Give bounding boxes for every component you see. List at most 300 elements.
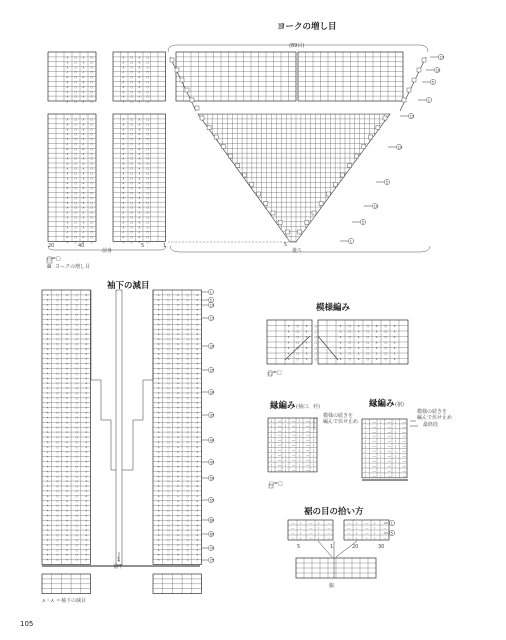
yoke-bottom-num: 5: [284, 242, 288, 248]
svg-text:|: |: [380, 464, 382, 469]
svg-text:―: ―: [278, 458, 282, 463]
svg-text:○: ○: [186, 386, 190, 391]
svg-text:―: ―: [291, 526, 295, 530]
svg-text:∧: ∧: [176, 293, 180, 297]
yoke-inc-left-1: [175, 68, 179, 72]
svg-text:○: ○: [90, 200, 93, 205]
svg-text:∧: ∧: [176, 415, 180, 420]
edge-glyphs-5: [365, 445, 407, 449]
svg-text:○: ○: [130, 122, 133, 127]
svg-text:∧: ∧: [46, 410, 49, 415]
svg-text:○: ○: [314, 335, 318, 339]
svg-text:∧: ∧: [196, 410, 199, 415]
svg-text:○: ○: [56, 346, 59, 351]
svg-text:∧: ∧: [82, 230, 85, 235]
svg-text:∧: ∧: [66, 215, 69, 220]
svg-text:∧: ∧: [85, 381, 88, 386]
svg-text:∧: ∧: [46, 425, 49, 430]
svg-text:∧: ∧: [46, 400, 49, 405]
sleeve-legend-marks: ⋏・⋏: [42, 598, 55, 604]
sleeve-row-marker-15-label: 75: [209, 557, 215, 563]
svg-text:|: |: [271, 448, 273, 453]
svg-text:○: ○: [74, 89, 77, 94]
svg-text:―: ―: [365, 536, 369, 540]
svg-text:―: ―: [292, 448, 296, 453]
svg-text:―: ―: [402, 459, 406, 464]
svg-text:∧: ∧: [46, 547, 49, 552]
svg-text:○: ○: [186, 312, 190, 317]
svg-text:∧: ∧: [339, 346, 342, 350]
svg-text:∧: ∧: [196, 391, 199, 395]
svg-text:○: ○: [90, 166, 93, 171]
svg-text:∧: ∧: [65, 332, 69, 337]
svg-text:○: ○: [146, 146, 149, 151]
svg-text:∧: ∧: [65, 542, 69, 547]
svg-text:○: ○: [75, 322, 79, 327]
pickup-num-mid: 1: [330, 544, 334, 550]
yoke-left-label-1: 1: [163, 243, 167, 249]
svg-text:∧: ∧: [122, 191, 125, 195]
svg-text:∧: ∧: [138, 240, 141, 244]
svg-text:∧: ∧: [65, 493, 69, 498]
svg-text:∧: ∧: [305, 340, 308, 345]
svg-text:∧: ∧: [196, 484, 199, 489]
svg-text:―: ―: [402, 464, 406, 469]
svg-text:○: ○: [146, 122, 149, 127]
svg-text:―: ―: [372, 420, 376, 424]
svg-text:○: ○: [75, 307, 79, 312]
svg-text:∧: ∧: [157, 317, 160, 322]
svg-text:○: ○: [75, 469, 79, 474]
svg-text:∧: ∧: [65, 518, 69, 523]
svg-text:∧: ∧: [65, 552, 69, 557]
yoke-upper-mid-glyphs-5: [122, 80, 149, 84]
svg-text:∧: ∧: [122, 171, 125, 176]
svg-text:|: |: [395, 434, 397, 439]
svg-text:○: ○: [186, 489, 190, 493]
svg-text:○: ○: [74, 122, 77, 127]
svg-text:|: |: [285, 443, 287, 448]
svg-text:∧: ∧: [138, 89, 141, 94]
svg-text:○: ○: [75, 513, 79, 518]
svg-text:―: ―: [387, 449, 391, 454]
svg-text:○: ○: [167, 557, 170, 562]
svg-text:∧: ∧: [176, 410, 180, 415]
svg-text:○: ○: [186, 376, 190, 381]
svg-text:○: ○: [348, 324, 352, 328]
edge-note-1: 模様の続きを: [417, 409, 448, 415]
svg-text:∧: ∧: [65, 464, 69, 469]
yoke-inc-tri-l-3: [221, 145, 225, 149]
pattern-title: 模様編み: [316, 303, 351, 313]
svg-text:∧: ∧: [46, 518, 49, 523]
svg-text:○: ○: [75, 449, 79, 454]
svg-text:|: |: [365, 469, 367, 473]
svg-text:○: ○: [74, 65, 77, 70]
svg-text:∧: ∧: [82, 210, 85, 215]
svg-text:∧: ∧: [85, 342, 88, 346]
edge-glyphs-6: [365, 449, 407, 453]
svg-text:∧: ∧: [157, 342, 160, 346]
svg-text:|: |: [300, 531, 302, 535]
svg-text:∧: ∧: [176, 557, 180, 562]
yoke-lower-left-glyphs-13: [66, 181, 93, 185]
svg-text:○: ○: [366, 329, 370, 334]
svg-text:∧: ∧: [138, 142, 141, 146]
svg-text:○: ○: [167, 322, 170, 327]
svg-text:∧: ∧: [176, 459, 180, 464]
svg-text:|: |: [380, 449, 382, 454]
svg-text:∧: ∧: [375, 351, 378, 356]
svg-text:∧: ∧: [176, 425, 180, 430]
yoke-upper-mid-glyphs-4: [122, 75, 149, 79]
svg-text:○: ○: [146, 205, 149, 210]
yoke-lower-mid-glyphs-2: [122, 127, 149, 131]
svg-text:―: ―: [402, 424, 406, 429]
svg-text:○: ○: [146, 166, 149, 171]
svg-text:―: ―: [306, 428, 310, 433]
edge-glyphs-2: [365, 430, 407, 434]
svg-text:∧: ∧: [65, 528, 69, 533]
svg-text:○: ○: [56, 391, 59, 395]
svg-text:|: |: [395, 469, 397, 473]
svg-text:∧: ∧: [65, 346, 69, 351]
svg-text:―: ―: [327, 526, 331, 530]
yoke-row-marker-3-label: 1: [427, 97, 431, 103]
svg-text:○: ○: [56, 376, 59, 381]
svg-text:○: ○: [75, 430, 79, 435]
svg-text:∧: ∧: [196, 386, 199, 391]
yoke-inc-left-4: [190, 98, 194, 102]
svg-text:―: ―: [291, 536, 295, 540]
svg-text:|: |: [318, 521, 320, 525]
svg-text:○: ○: [75, 346, 79, 351]
svg-text:∧: ∧: [66, 225, 69, 230]
svg-text:○: ○: [90, 146, 93, 151]
svg-text:∧: ∧: [138, 200, 141, 205]
svg-text:∧: ∧: [46, 415, 49, 420]
svg-text:○: ○: [130, 240, 133, 244]
svg-text:∧: ∧: [82, 186, 85, 191]
svg-text:○: ○: [74, 60, 77, 65]
yoke-lower-left-glyphs-8: [66, 157, 93, 161]
svg-text:○: ○: [146, 200, 149, 205]
svg-text:∧: ∧: [82, 70, 85, 75]
svg-text:―: ―: [309, 521, 313, 525]
svg-text:○: ○: [146, 210, 149, 215]
yoke-upper-left-glyphs-4: [66, 75, 93, 79]
svg-text:|: |: [313, 419, 315, 423]
yoke-title: ヨークの増し目: [277, 22, 337, 32]
svg-text:○: ○: [130, 80, 133, 84]
svg-text:○: ○: [90, 171, 93, 176]
svg-text:∧: ∧: [176, 503, 180, 508]
svg-text:∧: ∧: [65, 498, 69, 503]
svg-text:∧: ∧: [65, 405, 69, 410]
svg-text:|: |: [380, 454, 382, 459]
svg-text:|: |: [313, 443, 315, 448]
svg-text:○: ○: [384, 335, 388, 339]
svg-text:○: ○: [130, 55, 133, 60]
svg-text:―: ―: [402, 469, 406, 473]
svg-text:∧: ∧: [85, 547, 88, 552]
svg-text:∧: ∧: [393, 357, 396, 361]
svg-text:○: ○: [56, 440, 59, 444]
svg-text:○: ○: [56, 542, 59, 547]
svg-text:∧: ∧: [85, 293, 88, 297]
svg-text:∧: ∧: [157, 425, 160, 430]
svg-text:∧: ∧: [85, 302, 88, 307]
svg-text:∧: ∧: [85, 371, 88, 376]
svg-text:∧: ∧: [122, 166, 125, 171]
svg-text:○: ○: [75, 342, 79, 346]
svg-text:○: ○: [90, 94, 93, 99]
svg-text:|: |: [299, 448, 301, 453]
yoke-inc-tri-r-9: [319, 202, 323, 206]
svg-text:―: ―: [327, 521, 331, 525]
pattern-right-glyphs-6: [339, 357, 395, 361]
svg-text:∧: ∧: [46, 528, 49, 533]
svg-text:∧: ∧: [46, 376, 49, 381]
sleeve-row-marker-10-label: 50: [209, 475, 215, 481]
svg-text:∧: ∧: [287, 340, 290, 345]
svg-text:|: |: [395, 449, 397, 454]
svg-text:○: ○: [74, 80, 77, 84]
svg-text:∧: ∧: [65, 435, 69, 440]
yoke-upper-left-glyphs-6: [66, 85, 93, 89]
svg-text:∧: ∧: [82, 161, 85, 166]
svg-text:∧: ∧: [176, 435, 180, 440]
svg-text:∧: ∧: [122, 240, 125, 244]
svg-text:∧: ∧: [196, 322, 199, 327]
svg-text:○: ○: [167, 454, 170, 459]
svg-text:∧: ∧: [66, 210, 69, 215]
yoke-inc-tri-r-3: [362, 145, 366, 149]
svg-text:∧: ∧: [157, 435, 160, 440]
svg-text:○: ○: [384, 351, 388, 356]
svg-text:|: |: [313, 453, 315, 458]
svg-text:―: ―: [372, 444, 376, 449]
svg-text:∧: ∧: [138, 156, 141, 161]
svg-text:○: ○: [90, 127, 93, 132]
svg-text:○: ○: [75, 459, 79, 464]
svg-text:○: ○: [186, 523, 190, 528]
svg-text:|: |: [395, 444, 397, 449]
svg-text:∧: ∧: [157, 391, 160, 395]
svg-text:○: ○: [146, 84, 149, 89]
svg-text:|: |: [318, 536, 320, 540]
svg-text:|: |: [380, 434, 382, 439]
yoke-lower-mid-glyphs-21: [122, 220, 149, 224]
svg-text:○: ○: [75, 391, 79, 395]
svg-text:○: ○: [146, 230, 149, 235]
pickup-bottom-label: 脇: [329, 583, 335, 589]
svg-text:|: |: [395, 439, 397, 444]
svg-text:○: ○: [90, 70, 93, 75]
svg-text:○: ○: [74, 215, 77, 220]
pattern-right-glyphs-4: [339, 346, 395, 350]
svg-text:○: ○: [186, 400, 190, 405]
pickup-grid-bottom: [296, 558, 376, 578]
svg-text:○: ○: [75, 415, 79, 420]
svg-text:―: ―: [372, 429, 376, 434]
svg-text:○: ○: [75, 435, 79, 440]
svg-text:○: ○: [56, 371, 59, 376]
svg-text:∧: ∧: [65, 386, 69, 391]
svg-text:∧: ∧: [85, 386, 88, 391]
svg-text:○: ○: [56, 395, 59, 400]
yoke-front-grid-upper-left: [48, 52, 96, 101]
edge-glyphs-11: [365, 474, 407, 478]
svg-text:―: ―: [292, 428, 296, 433]
svg-text:○: ○: [90, 142, 93, 146]
svg-text:○: ○: [348, 329, 352, 334]
svg-text:∧: ∧: [82, 191, 85, 195]
yoke-inc-tri-r-5: [348, 164, 352, 168]
svg-text:∧: ∧: [66, 235, 69, 240]
svg-text:○: ○: [314, 346, 318, 350]
yoke-inc-tri-l-5: [236, 164, 240, 168]
svg-text:|: |: [299, 443, 301, 448]
svg-text:∧: ∧: [176, 513, 180, 518]
svg-text:∧: ∧: [46, 489, 49, 493]
svg-text:|: |: [395, 420, 397, 424]
svg-text:∧: ∧: [157, 381, 160, 386]
svg-text:○: ○: [167, 469, 170, 474]
yoke-lower-mid-glyphs-9: [122, 162, 149, 166]
yoke-lower-mid-glyphs-10: [122, 167, 149, 171]
svg-text:○: ○: [56, 381, 59, 386]
yoke-lower-mid-glyphs-7: [122, 152, 149, 156]
svg-text:∧: ∧: [393, 335, 396, 339]
yoke-legend-inc: ヨークの増し目: [55, 264, 91, 270]
edge-glyphs-7: [365, 454, 407, 458]
pickup-left-glyphs-3: [291, 536, 330, 540]
svg-text:|: |: [285, 463, 287, 468]
svg-text:○: ○: [130, 99, 133, 104]
svg-text:∧: ∧: [66, 80, 69, 84]
svg-text:∧: ∧: [46, 351, 49, 356]
yoke-lower-left-glyphs-21: [66, 220, 93, 224]
svg-text:―: ―: [372, 449, 376, 454]
rib-glyphs-3: [271, 434, 314, 438]
svg-text:∧: ∧: [85, 307, 88, 312]
svg-text:○: ○: [146, 220, 149, 225]
svg-text:∧: ∧: [138, 80, 141, 84]
rib-glyphs-8: [271, 458, 314, 462]
svg-text:∧: ∧: [176, 508, 180, 513]
svg-text:○: ○: [90, 230, 93, 235]
svg-text:∧: ∧: [85, 557, 88, 562]
svg-text:∧: ∧: [157, 449, 160, 454]
svg-text:∧: ∧: [85, 454, 88, 459]
svg-text:○: ○: [130, 220, 133, 225]
svg-text:○: ○: [314, 357, 318, 361]
svg-text:∧: ∧: [66, 171, 69, 176]
svg-text:○: ○: [146, 186, 149, 191]
svg-text:∧: ∧: [82, 220, 85, 225]
svg-text:―: ―: [306, 423, 310, 428]
yoke-lower-mid-glyphs-23: [122, 230, 149, 234]
svg-text:∧: ∧: [46, 317, 49, 322]
svg-text:∧: ∧: [196, 327, 199, 332]
svg-text:○: ○: [90, 65, 93, 70]
svg-text:○: ○: [348, 340, 352, 345]
yoke-inc-tri-r-2: [369, 135, 373, 139]
svg-text:∧: ∧: [65, 302, 69, 307]
yoke-inc-tri-l-2: [214, 135, 218, 139]
yoke-upper-mid-glyphs-0: [122, 56, 149, 60]
svg-text:∧: ∧: [138, 132, 141, 137]
svg-text:○: ○: [74, 151, 77, 156]
svg-text:○: ○: [186, 302, 190, 307]
svg-text:○: ○: [167, 410, 170, 415]
svg-text:―: ―: [372, 473, 376, 478]
svg-text:∧: ∧: [357, 335, 360, 339]
svg-text:∧: ∧: [176, 366, 180, 371]
svg-text:∧: ∧: [85, 518, 88, 523]
svg-text:―: ―: [292, 458, 296, 463]
yoke-inc-right-0: [422, 58, 426, 62]
yoke-left-label-20: 20: [48, 243, 55, 249]
svg-text:○: ○: [90, 205, 93, 210]
svg-text:∧: ∧: [196, 474, 199, 479]
svg-text:∧: ∧: [176, 307, 180, 312]
svg-text:○: ○: [146, 89, 149, 94]
svg-text:○: ○: [130, 146, 133, 151]
svg-text:|: |: [313, 428, 315, 433]
svg-text:○: ○: [186, 307, 190, 312]
svg-text:○: ○: [167, 523, 170, 528]
svg-text:∧: ∧: [375, 324, 378, 328]
yoke-upper-left-glyphs-7: [66, 90, 93, 94]
svg-text:○: ○: [186, 381, 190, 386]
svg-text:∧: ∧: [85, 479, 88, 484]
svg-text:○: ○: [74, 205, 77, 210]
svg-text:∧: ∧: [66, 186, 69, 191]
svg-text:∧: ∧: [176, 542, 180, 547]
svg-text:○: ○: [74, 117, 77, 122]
svg-text:∧: ∧: [46, 420, 49, 425]
svg-text:∧: ∧: [85, 356, 88, 361]
pattern-left-glyphs-1: [287, 330, 317, 334]
svg-text:∧: ∧: [375, 335, 378, 339]
svg-text:―: ―: [387, 444, 391, 449]
svg-text:∧: ∧: [85, 400, 88, 405]
svg-text:―: ―: [372, 454, 376, 459]
svg-text:○: ○: [56, 386, 59, 391]
yoke-lower-left-glyphs-4: [66, 137, 93, 141]
svg-text:○: ○: [130, 235, 133, 240]
svg-text:|: |: [318, 526, 320, 530]
svg-text:|: |: [313, 468, 315, 472]
yoke-left-label-5: 5: [141, 243, 145, 249]
svg-text:∧: ∧: [138, 75, 141, 80]
svg-text:∧: ∧: [176, 440, 180, 444]
svg-text:○: ○: [74, 75, 77, 80]
svg-text:○: ○: [167, 327, 170, 332]
svg-text:∧: ∧: [46, 449, 49, 454]
svg-text:∧: ∧: [66, 142, 69, 146]
svg-text:∧: ∧: [138, 161, 141, 166]
svg-text:∧: ∧: [85, 449, 88, 454]
svg-text:∧: ∧: [196, 440, 199, 444]
svg-text:○: ○: [74, 70, 77, 75]
svg-text:○: ○: [56, 533, 59, 538]
sleeve-row-marker-9-label: 45: [209, 459, 215, 465]
svg-text:○: ○: [75, 371, 79, 376]
edge-grid: [362, 419, 407, 478]
